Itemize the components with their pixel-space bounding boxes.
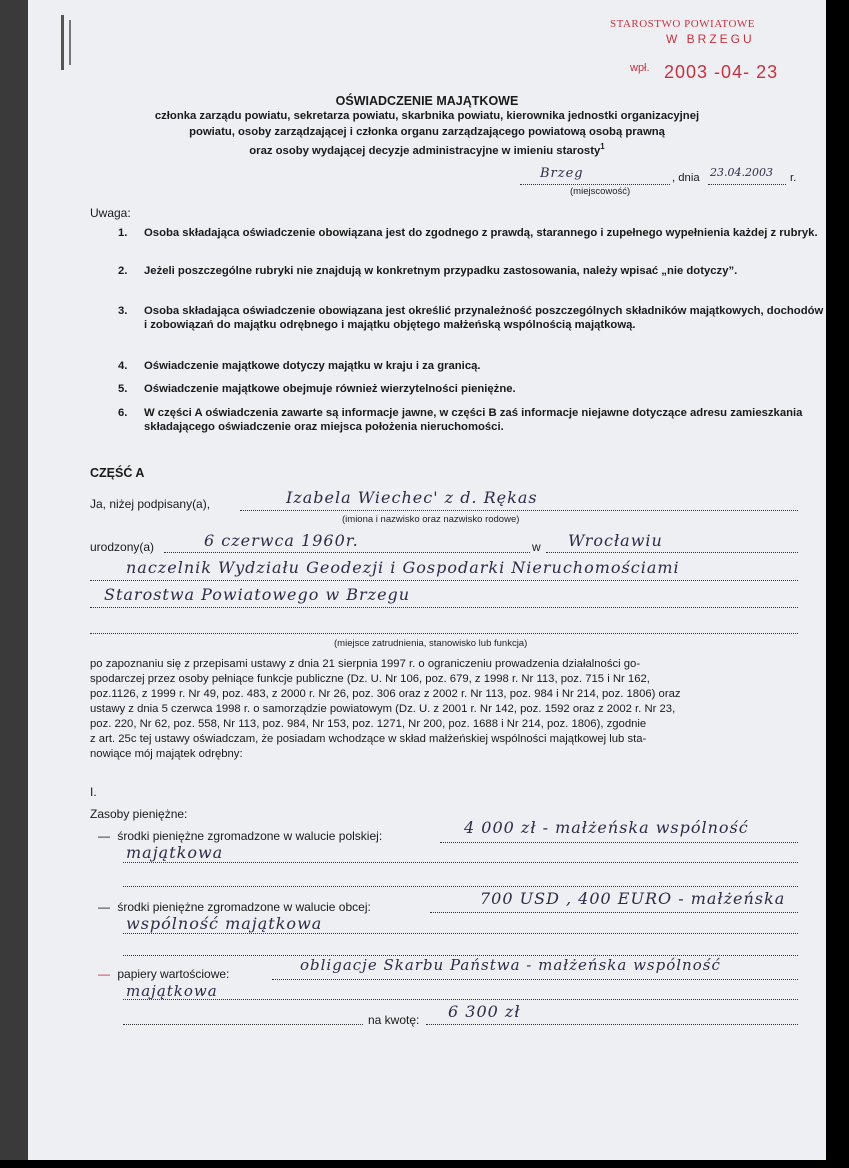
born-in-label: w xyxy=(532,540,541,554)
employment-caption: (miejsce zatrudnienia, stanowisko lub funkcja) xyxy=(334,638,528,649)
scan-edge-right xyxy=(826,0,849,1168)
note-text: Osoba składająca oświadczenie obowiązana jest do zgodnego z prawdą, starannego i zupełnego wypełnienia każdej z rubryk. xyxy=(144,227,818,239)
note-number: 4. xyxy=(118,360,128,372)
document-page xyxy=(28,0,826,1160)
subtitle-line2: powiatu, osoby zarządzającej i członka organu zarządzającego powiatową osobą prawną xyxy=(189,126,665,138)
name-value: Izabela Wiechec' z d. Rękas xyxy=(286,488,538,507)
note-number: 5. xyxy=(118,383,128,395)
employment-line3 xyxy=(90,633,798,634)
stamp-office-line2: W BRZEGU xyxy=(666,32,755,46)
statement-line: ustawy z dnia 5 czerwca 1998 r. o samorządzie powiatowym (Dz. U. z 2001 r. Nr 142, poz. 1592 oraz z 2002 r. Nr 23, xyxy=(90,703,676,715)
securities-row-label xyxy=(98,967,229,981)
statement-text xyxy=(90,657,810,762)
document-title: OŚWIADCZENIE MAJĄTKOWE xyxy=(335,94,519,108)
employment-line1 xyxy=(90,580,798,581)
place-caption: (miejscowość) xyxy=(570,186,631,197)
binder-mark xyxy=(69,20,71,65)
born-place-value: Wrocławiu xyxy=(568,531,663,550)
born-date-line xyxy=(164,552,530,553)
statement-line: z art. 25c tej ustawy oświadczam, że posiadam wchodzące w skład małżeńskiej wspólności majątkowej lub sta- xyxy=(90,733,647,745)
subtitle-line1: członka zarządu powiatu, sekretarza powiatu, skarbnika powiatu, kierownika jednostki organizacyjnej xyxy=(154,110,700,122)
amount-line-left xyxy=(123,1024,363,1025)
place-line xyxy=(520,184,670,185)
foreign-value-line2: wspólność majątkowa xyxy=(126,914,323,933)
name-line xyxy=(240,510,798,511)
statement-line: spodarczej przez osoby pełniące funkcje publiczne (Dz. U. Nr 106, poz. 679, z 1998 r. Nr 113, poz. 715 i Nr 162, xyxy=(90,673,650,685)
statement-line: po zapoznaniu się z przepisami ustawy z dnia 21 sierpnia 1997 r. o ograniczeniu prowadzenia działalności go- xyxy=(90,658,641,670)
foreign-value-line1: 700 USD , 400 EURO - małżeńska xyxy=(480,889,786,908)
foreign-line1 xyxy=(430,912,798,913)
date-suffix: r. xyxy=(790,172,797,184)
place-value: Brzeg xyxy=(540,166,584,181)
pln-line3 xyxy=(123,886,798,887)
received-stamp xyxy=(630,62,778,83)
amount-line-right xyxy=(426,1024,798,1025)
amount-label: na kwotę: xyxy=(368,1013,420,1027)
subtitle-line3-text: oraz osoby wydającej decyzje administracyjne w imieniu starosty xyxy=(249,144,601,157)
stamp-office-line1: STAROSTWO POWIATOWE xyxy=(610,18,755,30)
pln-line2 xyxy=(123,862,798,863)
pln-label: środki pieniężne zgromadzone w walucie polskiej: xyxy=(117,829,383,843)
securities-line1 xyxy=(272,979,798,980)
name-label: Ja, niżej podpisany(a), xyxy=(90,497,211,511)
date-line xyxy=(708,184,786,185)
subtitle-line3 xyxy=(28,142,826,157)
securities-value-line1: obligacje Skarbu Państwa - małżeńska wspólność xyxy=(300,956,721,974)
note-text: Oświadczenie majątkowe dotyczy majątku w kraju i za granicą. xyxy=(144,360,481,372)
born-place-line xyxy=(546,552,798,553)
dash-marker: — xyxy=(98,829,110,843)
employment-value-line1: naczelnik Wydziału Geodezji i Gospodarki Nieruchomościami xyxy=(126,558,680,577)
section-number: I. xyxy=(90,785,97,799)
dash-marker: — xyxy=(98,967,110,981)
received-date: 2003 -04- 23 xyxy=(664,62,779,82)
foreign-line2 xyxy=(123,933,798,934)
note-number: 3. xyxy=(118,305,128,317)
note-text: Oświadczenie majątkowe obejmuje również wierzytelności pieniężne. xyxy=(144,383,516,395)
date-value: 23.04.2003 xyxy=(710,166,773,179)
received-label: wpł. xyxy=(630,62,650,74)
foreign-row-label xyxy=(98,900,371,914)
note-text: Jeżeli poszczególne rubryki nie znajdują w konkretnym przypadku zastosowania, należy wpisać „nie dotyczy”. xyxy=(144,265,738,277)
note-number: 2. xyxy=(118,265,128,277)
employment-value-line2: Starostwa Powiatowego w Brzegu xyxy=(104,585,411,604)
foreign-label: środki pieniężne zgromadzone w walucie obcej: xyxy=(117,900,371,914)
securities-value-line2: majątkowa xyxy=(126,982,218,1000)
statement-line: nowiące mój majątek odrębny: xyxy=(90,748,243,760)
note-number: 1. xyxy=(118,227,128,239)
born-label: urodzony(a) xyxy=(90,540,155,554)
note-text: Osoba składająca oświadczenie obowiązana jest określić przynależność poszczególnych składników majątkowych, dochodów i zobowiązań do majątku odrębnego i majątku objętego małżeńską wspólnością majątkową. xyxy=(144,305,824,332)
amount-value: 6 300 zł xyxy=(448,1002,521,1021)
note-number: 6. xyxy=(118,407,128,419)
pln-value-line2: majątkowa xyxy=(126,843,224,862)
scan-edge-bottom xyxy=(0,1160,849,1168)
part-a-heading: CZĘŚĆ A xyxy=(90,466,145,480)
name-caption: (imiona i nazwisko oraz nazwisko rodowe) xyxy=(342,514,520,525)
notes-heading: Uwaga: xyxy=(90,206,131,220)
securities-line2 xyxy=(123,999,798,1000)
footnote-mark: 1 xyxy=(600,142,605,151)
binder-mark xyxy=(61,15,64,70)
statement-line: poz.1126, z 1999 r. Nr 49, poz. 483, z 2000 r. Nr 26, poz. 306 oraz z 2002 r. Nr 113, poz. 984 i Nr 214, poz. 1806) oraz xyxy=(90,688,681,700)
securities-label: papiery wartościowe: xyxy=(117,967,230,981)
pln-value-line1: 4 000 zł - małżeńska wspólność xyxy=(464,818,749,837)
statement-line: poz. 220, Nr 62, poz. 558, Nr 113, poz. 984, Nr 153, poz. 1271, Nr 200, poz. 1688 i Nr 214, poz. 1806), zgodnie xyxy=(90,718,647,730)
employment-line2 xyxy=(90,607,798,608)
office-stamp xyxy=(610,18,810,46)
born-date-value: 6 czerwca 1960r. xyxy=(204,531,359,550)
dash-marker: — xyxy=(98,900,110,914)
pln-row-label xyxy=(98,829,382,843)
date-label: , dnia xyxy=(672,172,700,184)
section-heading: Zasoby pieniężne: xyxy=(90,807,188,821)
note-text: W części A oświadczenia zawarte są informacje jawne, w części B zaś informacje niejawne dotyczące adresu zamieszkania składającego oświadczenie oraz miejsca położenia nieruchomości. xyxy=(144,407,803,434)
pln-line1 xyxy=(440,842,798,843)
